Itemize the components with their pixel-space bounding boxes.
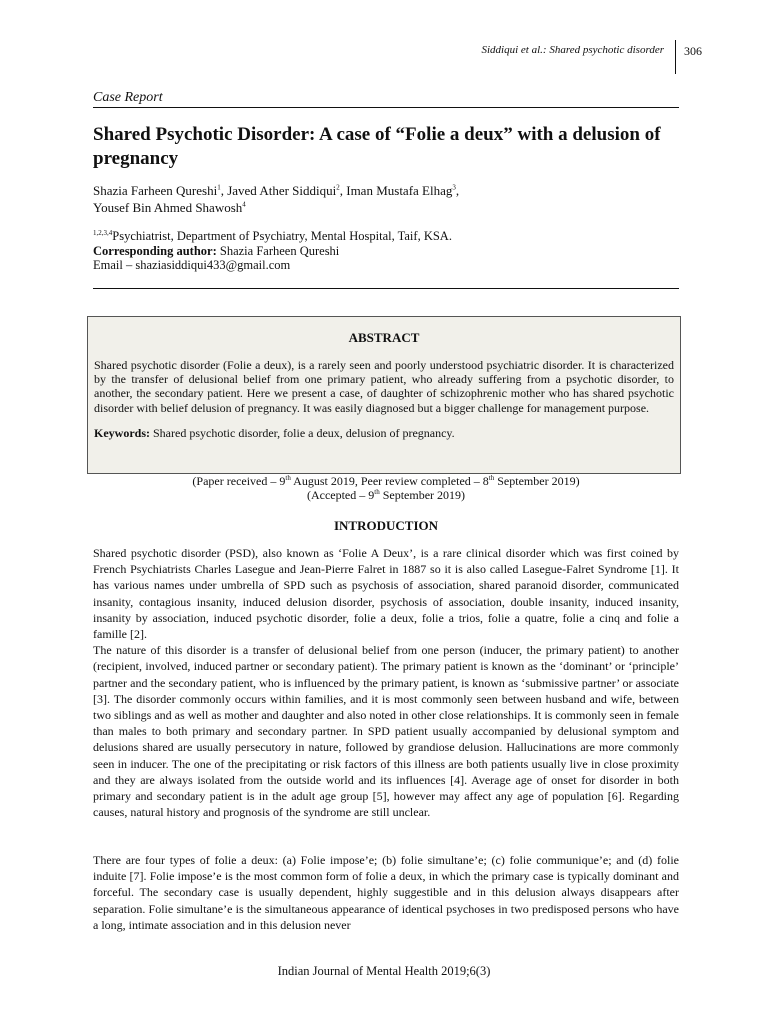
header-bottom-divider xyxy=(93,288,679,289)
page-number: 306 xyxy=(684,44,702,58)
affiliation-text: Psychiatrist, Department of Psychiatry, Mental Hospital, Taif, KSA. xyxy=(112,229,452,243)
abstract-heading: ABSTRACT xyxy=(348,330,420,345)
author-affiliation-mark: 3 xyxy=(452,183,456,192)
article-title: Shared Psychotic Disorder: A case of “Folie a deux” with a delusion of pregnancy xyxy=(93,124,661,169)
running-head: Siddiqui et al.: Shared psychotic disorder xyxy=(481,44,664,56)
corresponding-email: Email – shaziasiddiqui433@gmail.com xyxy=(93,258,291,272)
introduction-body xyxy=(93,545,679,820)
author-separator: , xyxy=(455,183,460,198)
author-separator: , xyxy=(220,183,228,198)
date-ordinal: th xyxy=(488,474,495,482)
author-name: Shazia Farheen Qureshi xyxy=(93,183,218,198)
body-paragraph: There are four types of folie a deux: (a) Folie impose’e; (b) folie simultane’e; (c) folie communique’e; and (d) folie induite [7]. Folie impose’e is the most common form of folie a deux, in which the primary case is typically dominant and forceful. The secondary case is usually dependent, highly suggestible and in this delusion always disappears after separation. Folie simultane’e is the simultaneous appearance of identical psychoses in two predisposed persons who have a long, intimate association and in this delusion never xyxy=(93,853,679,932)
author-separator: , xyxy=(339,183,347,198)
date-text: (Paper received – 9 xyxy=(192,474,286,488)
journal-footer: Indian Journal of Mental Health 2019;6(3) xyxy=(277,964,491,978)
corresponding-label: Corresponding author: xyxy=(93,243,217,258)
title-divider xyxy=(93,107,679,108)
publication-dates xyxy=(93,474,679,502)
keywords-label: Keywords: xyxy=(94,425,150,440)
date-ordinal: th xyxy=(285,474,291,482)
author-name: Javed Ather Siddiqui xyxy=(227,183,337,198)
abstract-text: Shared psychotic disorder (Folie a deux), is a rarely seen and poorly understood psychiatric disorder. It is characterized by the transfer of delusional belief from one primary patient, who already suffering from a psychotic disorder, to another, the secondary patient. Here we present a case, of daughter of schizophrenic mother who has shared psychotic disorder with belief delusion of pregnancy. It was easily diagnosed but a bigger challenge for management purpose. xyxy=(94,358,674,415)
keywords-text: Shared psychotic disorder, folie a deux, delusion of pregnancy. xyxy=(153,425,455,440)
date-text: (Accepted – 9 xyxy=(306,488,375,502)
author-name: Iman Mustafa Elhag xyxy=(346,183,453,198)
body-paragraph: The nature of this disorder is a transfer of delusional belief from one person (inducer, the primary patient) to another (recipient, involved, induced partner or secondary patient). The primary patient is known as the ‘dominant’ or ‘principle’ partner and the secondary patient, who is influenced by the primary patient, is known as ‘submissive partner’ or associate [3]. The disorder commonly occurs within families, and it is most commonly seen between husband and wife, between two siblings and as well as mother and daughter and also noted in other close relationships. It is commonly seen in female than males to both primary and secondary partner. In SPD patient usually accompanied by delusional symptom and delusions shared are usually persecutory in nature, followed by grandiose delusion. Hallucinations are more commonly seen in inducer. The one of the precipitating or risk factors of this illness are both patients usually live in close proximity and they are always isolated from the outside world and its influences [4]. Average age of onset for disorder in both primary and secondary patient is in the adult age group [5], however may affect any age of population [6]. Regarding causes, natural history and prognosis of the syndrome are still unclear. xyxy=(93,643,679,820)
date-text: September 2019) xyxy=(379,488,466,502)
introduction-body-continued xyxy=(93,852,679,933)
affiliation-mark: 1,2,3,4 xyxy=(93,228,113,237)
date-ordinal: th xyxy=(374,488,380,496)
abstract-box xyxy=(87,316,681,474)
date-text: August 2019, Peer review completed – 8 xyxy=(290,474,489,488)
header-divider xyxy=(675,40,676,74)
keywords-line xyxy=(94,426,674,441)
author-list xyxy=(93,182,613,216)
author-affiliation-mark: 1 xyxy=(217,183,221,192)
corresponding-author-name: Shazia Farheen Qureshi xyxy=(219,243,340,258)
affiliation-block xyxy=(93,229,613,273)
author-name: Yousef Bin Ahmed Shawosh xyxy=(93,200,243,215)
body-paragraph: Shared psychotic disorder (PSD), also known as ‘Folie A Deux’, is a rare clinical disorder which was first coined by French Psychiatrists Charles Lasegue and Jean-Pierre Falret in 1887 so it is also called Lasegue-Falret Syndrome [1]. It has various names under umbrella of SPD such as psychosis of association, shared paranoid disorder, communicated insanity, contagious insanity, induced delusion disorder, psychosis of association, double insanity, induced insanity, insanity by association, induced psychotic disorder, folie a deux, folie a trios, folie a quatre, folie a cinq and folie a famille [2]. xyxy=(93,546,679,642)
date-text: September 2019) xyxy=(494,474,580,488)
article-type-label: Case Report xyxy=(93,90,163,105)
introduction-heading: INTRODUCTION xyxy=(333,518,438,533)
author-affiliation-mark: 4 xyxy=(242,200,246,209)
author-affiliation-mark: 2 xyxy=(336,183,340,192)
